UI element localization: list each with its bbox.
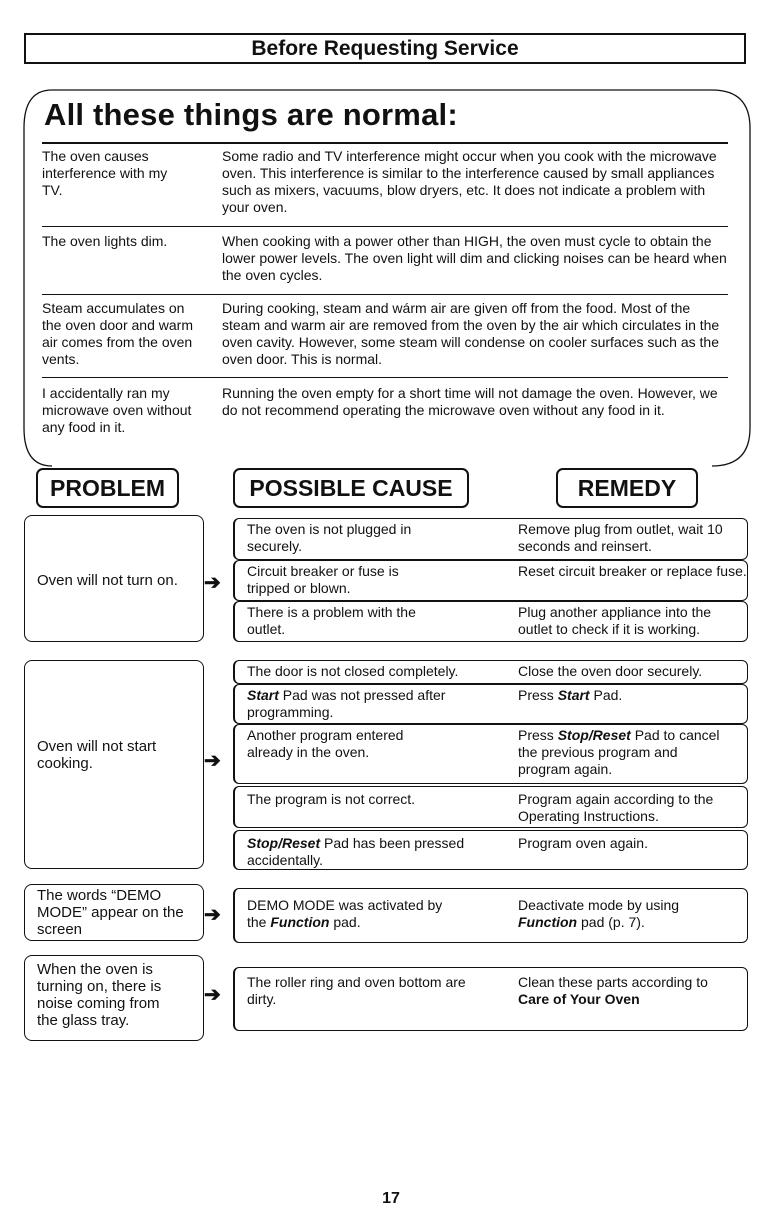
normal-row xyxy=(42,385,728,437)
cause-remedy-row xyxy=(233,830,748,870)
problem-text: When the oven is turning on, there is noise coming from the glass tray. xyxy=(37,961,162,1029)
cause-text: Start Pad was not pressed after programming. xyxy=(247,687,446,720)
normal-situation: The oven lights dim. xyxy=(42,233,168,249)
cause-text: The oven is not plugged in securely. xyxy=(247,521,412,554)
pad-name: Stop/Reset xyxy=(247,835,321,851)
arrow-icon: ➔ xyxy=(204,904,221,926)
remedy-text: Press Start Pad. xyxy=(518,687,623,703)
pad-name: Stop/Reset xyxy=(557,727,631,743)
normal-explanation: During cooking, steam and wárm air are given off from the food. Most of the steam and warm air are removed from the oven by the air which circulates in the oven cavity. However, some steam will condense on cooler surfaces such as the oven door. This is normal. xyxy=(222,300,720,367)
cause-remedy-row xyxy=(233,601,748,642)
cause-text: The roller ring and oven bottom are dirty. xyxy=(247,974,466,1007)
cause-remedy-row xyxy=(233,786,748,828)
possible-cause-header: POSSIBLE CAUSE xyxy=(233,468,469,508)
remedy-text: Remove plug from outlet, wait 10 seconds and reinsert. xyxy=(518,521,723,554)
remedy-text: Plug another appliance into the outlet to check if it is working. xyxy=(518,604,712,637)
cause-text: There is a problem with the outlet. xyxy=(247,604,416,637)
normal-row xyxy=(42,300,728,370)
cause-text: Stop/Reset Pad has been pressed accidentally. xyxy=(247,835,465,868)
cause-remedy-row xyxy=(233,724,748,784)
normal-situation: The oven causes interference with my TV. xyxy=(42,148,168,198)
page-number: 17 xyxy=(382,1190,400,1207)
normal-title: All these things are normal: xyxy=(44,97,458,132)
pad-name: Function xyxy=(518,914,578,930)
remedy-text: Clean these parts according to Care of Your Oven xyxy=(518,974,708,1007)
normal-row xyxy=(42,148,728,218)
pad-name: Function xyxy=(270,914,330,930)
cause-remedy-row xyxy=(233,560,748,601)
normal-explanation: Some radio and TV interference might occur when you cook with the microwave oven. This interference is similar to the interference caused by small appliances such as mixers, vacuums, blow dryers, etc. It does not indicate a problem with your oven. xyxy=(222,148,717,215)
divider xyxy=(42,142,728,144)
pad-name: Start xyxy=(557,687,590,703)
cause-text: Another program entered already in the oven. xyxy=(247,727,404,760)
arrow-icon: ➔ xyxy=(204,750,221,772)
normal-row xyxy=(42,233,728,285)
divider xyxy=(42,377,728,378)
problem-text: Oven will not turn on. xyxy=(37,572,178,589)
cause-remedy-row xyxy=(233,518,748,560)
remedy-text: Program oven again. xyxy=(518,835,648,851)
cause-text: The door is not closed completely. xyxy=(247,663,459,679)
normal-situation: I accidentally ran my microwave oven without any food in it. xyxy=(42,385,192,435)
problem-text: The words “DEMO MODE” appear on the screen xyxy=(37,887,184,938)
problem-header: PROBLEM xyxy=(36,468,179,508)
section-reference: Care of Your Oven xyxy=(518,991,640,1007)
remedy-text: Program again according to the Operating Instructions. xyxy=(518,791,714,824)
cause-remedy-row xyxy=(233,684,748,724)
pad-name: Start xyxy=(247,687,279,703)
remedy-text: Close the oven door securely. xyxy=(518,663,703,679)
arrow-icon: ➔ xyxy=(204,984,221,1006)
section-title: Before Requesting Service xyxy=(24,33,746,64)
cause-remedy-row xyxy=(233,660,748,684)
remedy-text: Press Stop/Reset Pad to cancel the previous program and program again. xyxy=(518,727,720,777)
remedy-text: Reset circuit breaker or replace fuse. xyxy=(518,563,747,579)
cause-text: DEMO MODE was activated by the Function pad. xyxy=(247,897,443,930)
normal-situation: Steam accumulates on the oven door and warm air comes from the oven vents. xyxy=(42,300,193,367)
normal-explanation: Running the oven empty for a short time will not damage the oven. However, we do not recommend operating the microwave oven without any food in it. xyxy=(222,385,718,418)
cause-remedy-row xyxy=(233,888,748,943)
arrow-icon: ➔ xyxy=(204,572,221,594)
divider xyxy=(42,294,728,295)
cause-text: Circuit breaker or fuse is tripped or blown. xyxy=(247,563,399,596)
cause-text: The program is not correct. xyxy=(247,791,416,807)
cause-remedy-row xyxy=(233,967,748,1031)
problem-text: Oven will not start cooking. xyxy=(37,738,157,772)
normal-explanation: When cooking with a power other than HIGH, the oven must cycle to obtain the lower power levels. The oven light will dim and clicking noises can be heard when the oven cycles. xyxy=(222,233,727,283)
divider xyxy=(42,226,728,227)
remedy-text: Deactivate mode by using Function pad (p. 7). xyxy=(518,897,680,930)
remedy-header: REMEDY xyxy=(556,468,698,508)
